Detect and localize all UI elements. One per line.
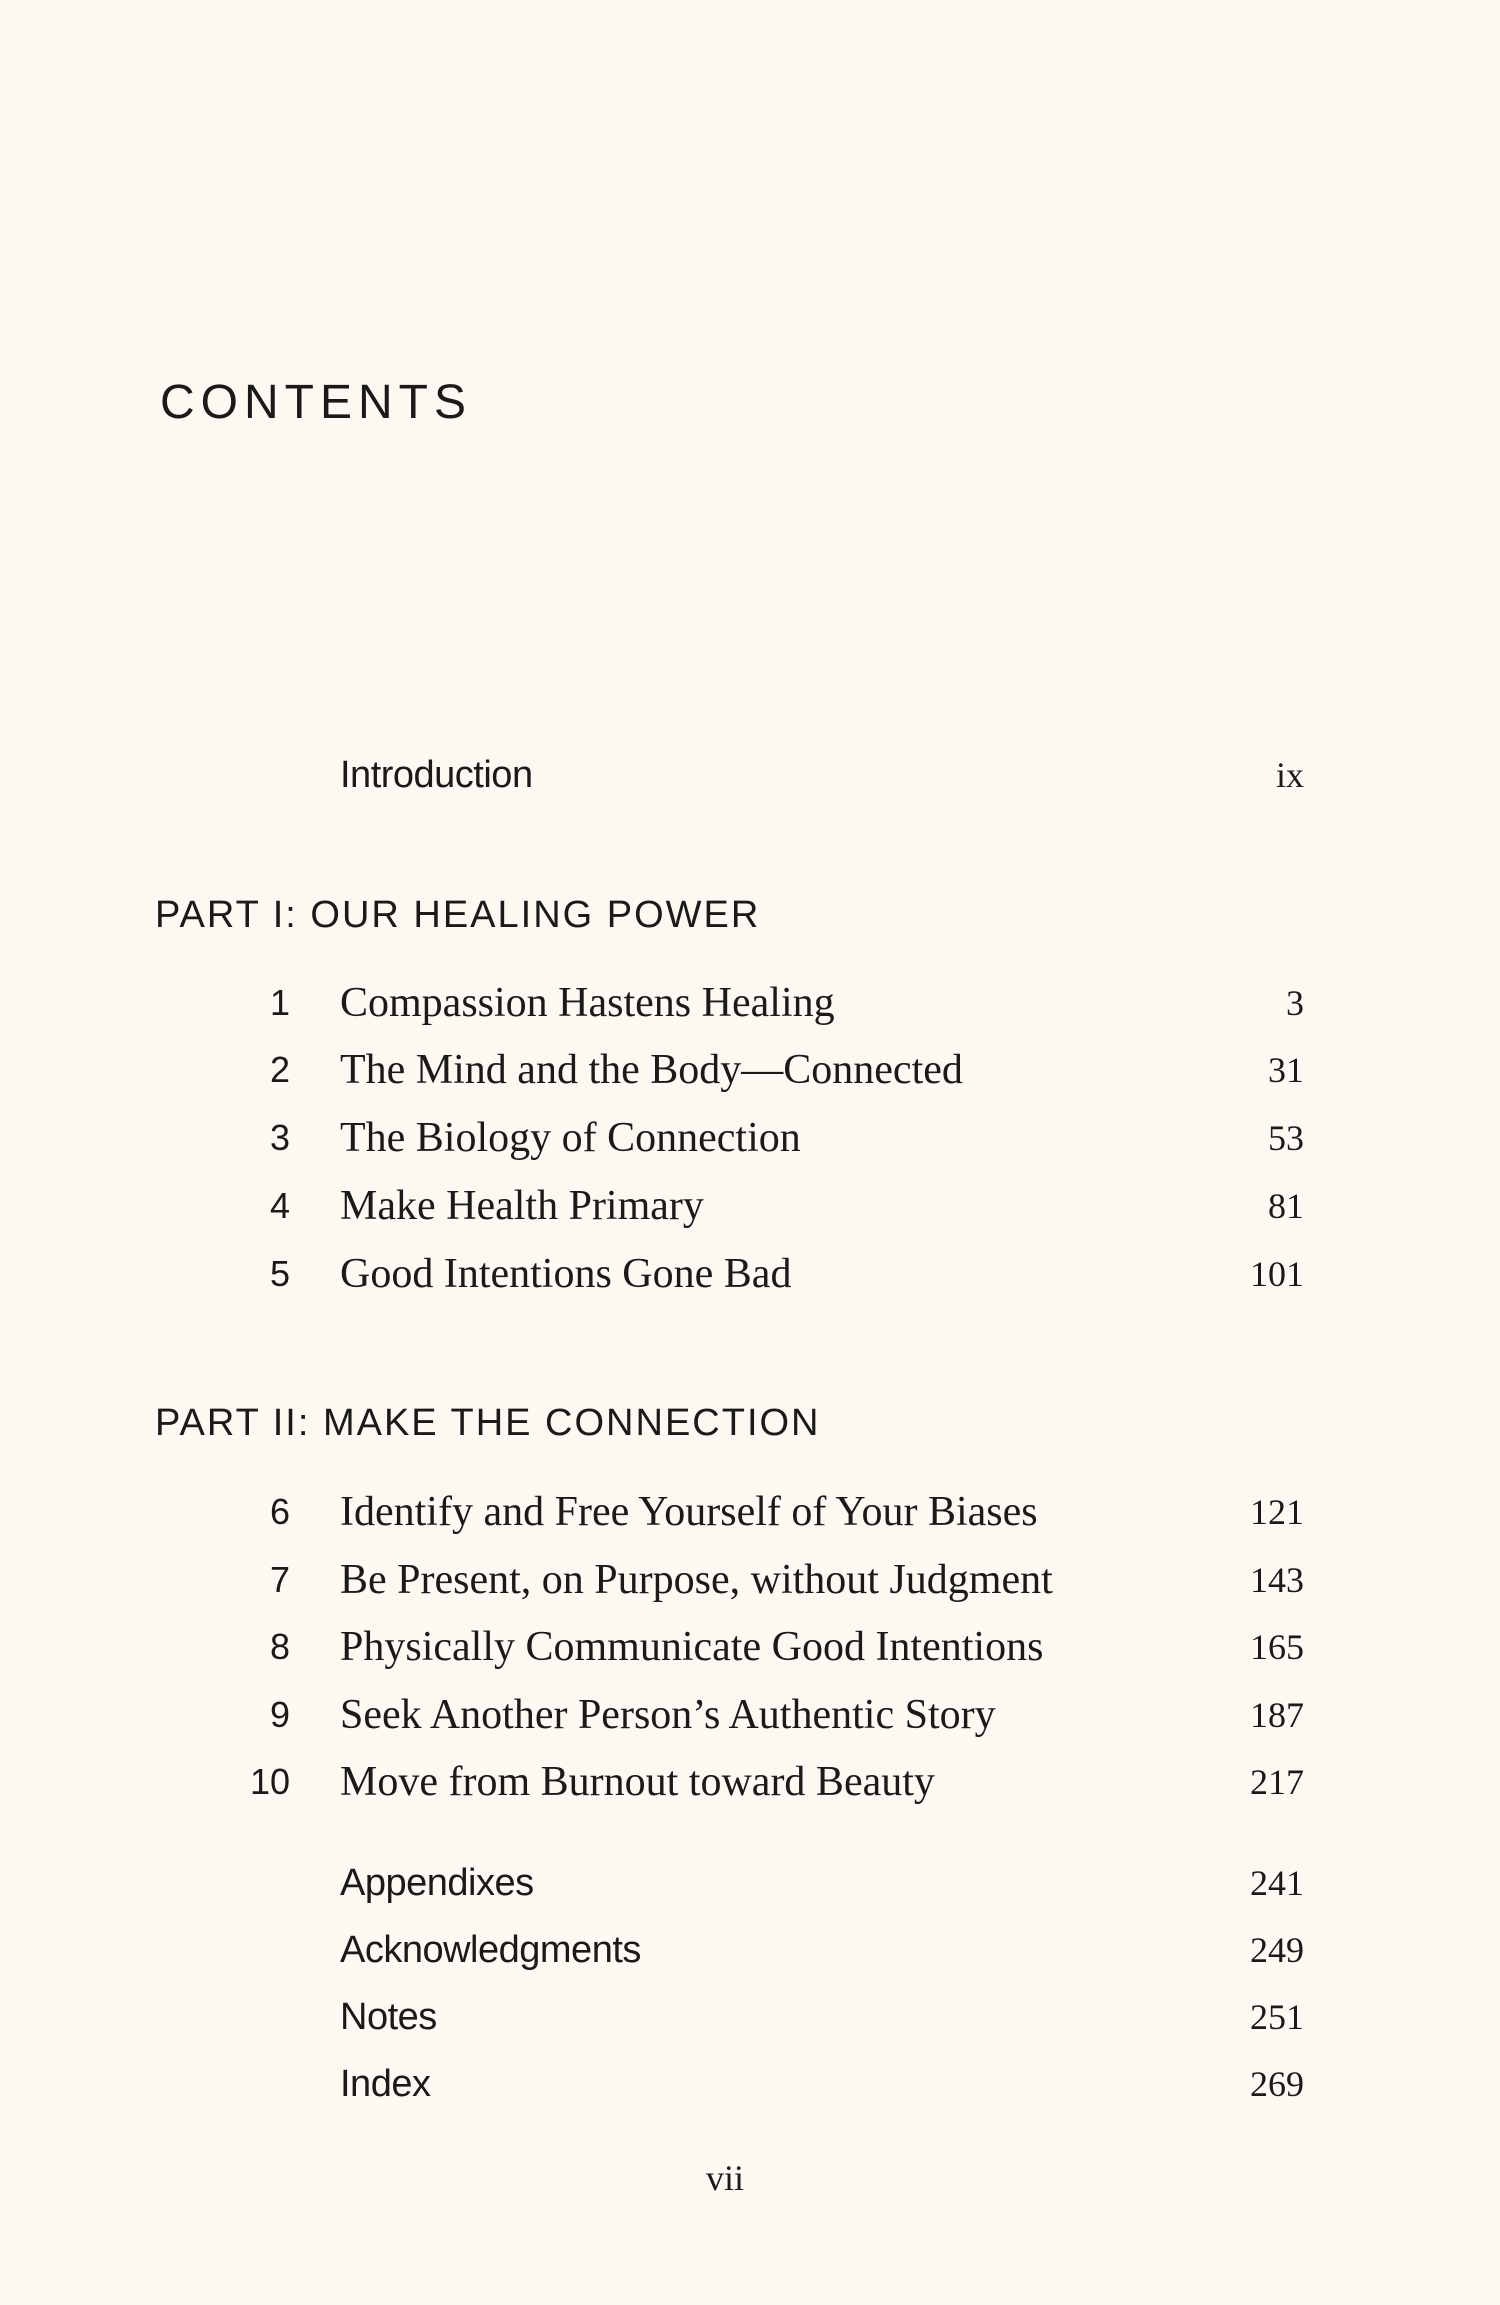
chapter-page: 101: [1250, 1254, 1304, 1294]
chapter-page: 3: [1286, 983, 1304, 1023]
part-heading: PART II: MAKE THE CONNECTION: [155, 1402, 821, 1444]
back-matter-page: 241: [1250, 1863, 1304, 1903]
chapter-page: 31: [1268, 1050, 1304, 1090]
chapter-page: 217: [1250, 1762, 1304, 1802]
chapter-number: 2: [269, 1049, 290, 1090]
back-matter-page: 269: [1250, 2064, 1304, 2104]
toc-entry-chapter: [0, 1482, 1500, 1542]
toc-entry-page: ix: [1275, 755, 1304, 795]
toc-entry-chapter: [0, 1550, 1500, 1610]
toc-entry-chapter: [0, 973, 1500, 1033]
chapter-title: The Biology of Connection: [340, 1115, 801, 1161]
chapter-number: 5: [269, 1253, 290, 1294]
toc-entry-back-matter: [0, 1987, 1500, 2047]
toc-entry-back-matter: [0, 1920, 1500, 1980]
contents-heading: CONTENTS: [160, 376, 472, 429]
back-matter-page: 249: [1250, 1930, 1304, 1970]
chapter-title: Good Intentions Gone Bad: [340, 1251, 792, 1297]
back-matter-title: Index: [340, 2063, 431, 2105]
chapter-title: Physically Communicate Good Intentions: [340, 1624, 1044, 1670]
toc-entry-chapter: [0, 1752, 1500, 1812]
page-folio: vii: [705, 2158, 744, 2198]
part-heading: PART I: OUR HEALING POWER: [155, 894, 761, 936]
chapter-number: 6: [269, 1491, 290, 1532]
chapter-title: Compassion Hastens Healing: [340, 980, 835, 1026]
chapter-title: Make Health Primary: [340, 1183, 704, 1229]
chapter-page: 165: [1250, 1627, 1304, 1667]
toc-entry-title: Introduction: [340, 754, 533, 796]
toc-entry-back-matter: [0, 1853, 1500, 1913]
toc-entry-chapter: [0, 1244, 1500, 1304]
toc-entry-chapter: [0, 1617, 1500, 1677]
chapter-page: 53: [1268, 1118, 1304, 1158]
toc-entry-chapter: [0, 1176, 1500, 1236]
chapter-number: 4: [269, 1185, 290, 1226]
toc-entry-chapter: [0, 1685, 1500, 1745]
chapter-number: 9: [269, 1694, 290, 1735]
toc-entry-back-matter: [0, 2054, 1500, 2114]
chapter-page: 187: [1250, 1695, 1304, 1735]
chapter-number: 10: [249, 1761, 290, 1802]
toc-entry-chapter: [0, 1040, 1500, 1100]
chapter-title: Identify and Free Yourself of Your Biases: [340, 1489, 1038, 1535]
back-matter-page: 251: [1250, 1997, 1304, 2037]
toc-entry-chapter: [0, 1108, 1500, 1168]
chapter-title: Move from Burnout toward Beauty: [340, 1759, 935, 1805]
chapter-page: 81: [1268, 1186, 1304, 1226]
chapter-title: Seek Another Person’s Authentic Story: [340, 1692, 996, 1738]
chapter-page: 121: [1250, 1492, 1304, 1532]
back-matter-title: Appendixes: [340, 1862, 534, 1904]
chapter-title: The Mind and the Body—Connected: [340, 1047, 963, 1093]
chapter-title: Be Present, on Purpose, without Judgment: [340, 1557, 1053, 1603]
chapter-number: 1: [269, 982, 290, 1023]
back-matter-title: Acknowledgments: [340, 1929, 641, 1971]
chapter-number: 3: [269, 1117, 290, 1158]
toc-entry-introduction: [0, 745, 1500, 805]
chapter-number: 8: [269, 1626, 290, 1667]
back-matter-title: Notes: [340, 1996, 437, 2038]
chapter-page: 143: [1250, 1560, 1304, 1600]
chapter-number: 7: [269, 1559, 290, 1600]
